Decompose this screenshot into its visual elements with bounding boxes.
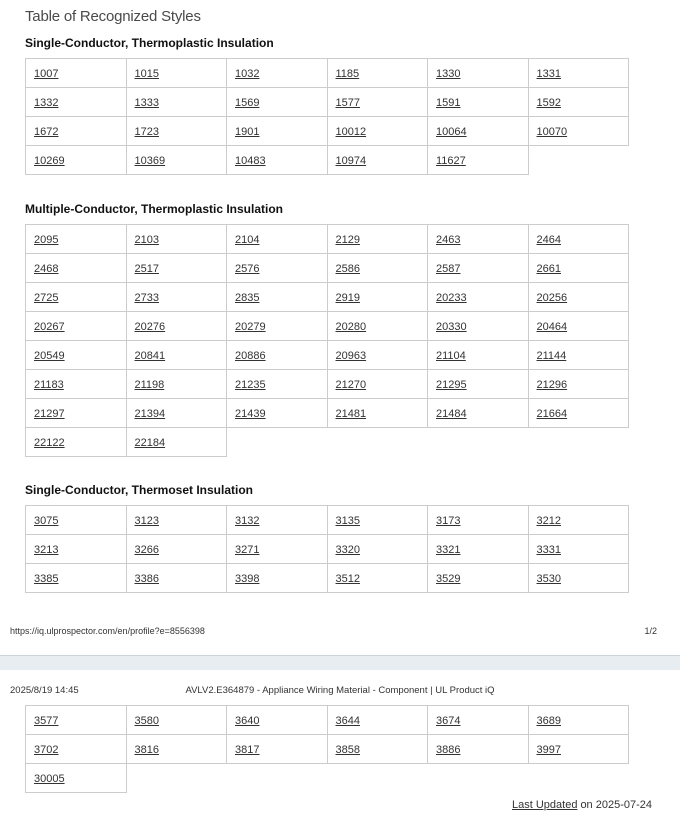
style-link-3674[interactable]: 3674 <box>436 715 461 727</box>
style-link-10269[interactable]: 10269 <box>34 155 65 167</box>
style-link-3320[interactable]: 3320 <box>335 544 360 556</box>
style-link-1569[interactable]: 1569 <box>235 97 260 109</box>
style-link-1591[interactable]: 1591 <box>436 97 461 109</box>
style-cell <box>227 225 328 254</box>
footer-url: https://iq.ulprospector.com/en/profile?e=8556398 <box>10 626 205 636</box>
section-heading-multiple-conductor-thermoplastic: Multiple-Conductor, Thermoplastic Insulation <box>25 202 284 216</box>
style-cell <box>428 564 529 593</box>
style-link-21270[interactable]: 21270 <box>335 379 367 391</box>
style-row <box>26 225 629 254</box>
style-link-2919[interactable]: 2919 <box>335 292 360 304</box>
style-cell <box>227 312 328 341</box>
style-cell <box>126 341 227 370</box>
style-cell <box>327 117 428 146</box>
style-cell <box>327 283 428 312</box>
style-cell <box>26 283 127 312</box>
style-link-2464[interactable]: 2464 <box>536 234 561 246</box>
style-link-20886[interactable]: 20886 <box>235 350 266 362</box>
style-link-1330[interactable]: 1330 <box>436 68 461 80</box>
style-link-2587[interactable]: 2587 <box>436 263 461 275</box>
style-cell <box>26 535 127 564</box>
style-link-1015[interactable]: 1015 <box>134 68 159 80</box>
style-cell <box>327 312 428 341</box>
style-link-1007[interactable]: 1007 <box>34 68 59 80</box>
style-cell <box>528 399 629 428</box>
style-row <box>26 146 629 175</box>
style-cell <box>428 341 529 370</box>
style-cell <box>428 506 529 535</box>
style-link-2103[interactable]: 2103 <box>134 234 159 246</box>
style-row <box>26 117 629 146</box>
style-link-21439[interactable]: 21439 <box>235 408 266 420</box>
style-cell <box>528 706 629 735</box>
style-link-1723[interactable]: 1723 <box>134 126 159 138</box>
style-cell <box>428 254 529 283</box>
style-cell <box>26 428 127 457</box>
style-cell <box>528 225 629 254</box>
styles-table-thermoset-continued <box>25 705 629 793</box>
styles-table-single-conductor-thermoset <box>25 505 629 593</box>
style-cell <box>428 146 529 175</box>
style-link-1901[interactable]: 1901 <box>235 126 260 138</box>
style-cell <box>428 706 529 735</box>
last-updated-date: on 2025-07-24 <box>580 799 652 811</box>
style-cell <box>26 399 127 428</box>
style-link-3640[interactable]: 3640 <box>235 715 260 727</box>
style-row <box>26 88 629 117</box>
style-link-2517[interactable]: 2517 <box>134 263 159 275</box>
style-cell <box>528 312 629 341</box>
style-link-10012[interactable]: 10012 <box>335 126 367 138</box>
style-cell <box>428 399 529 428</box>
style-link-3173[interactable]: 3173 <box>436 515 461 527</box>
style-cell <box>428 312 529 341</box>
style-link-10974[interactable]: 10974 <box>335 155 367 167</box>
style-link-21394[interactable]: 21394 <box>134 408 166 420</box>
style-link-3398[interactable]: 3398 <box>235 573 260 585</box>
style-link-2104[interactable]: 2104 <box>235 234 260 246</box>
style-link-20256[interactable]: 20256 <box>536 292 568 304</box>
style-link-2733[interactable]: 2733 <box>134 292 159 304</box>
style-link-2586[interactable]: 2586 <box>335 263 360 275</box>
style-link-10483[interactable]: 10483 <box>235 155 266 167</box>
style-link-20841[interactable]: 20841 <box>134 350 166 362</box>
style-cell <box>26 370 127 399</box>
style-link-21183[interactable]: 21183 <box>34 379 64 391</box>
style-cell <box>26 59 127 88</box>
style-cell <box>26 564 127 593</box>
style-link-3271[interactable]: 3271 <box>235 544 260 556</box>
style-link-20330[interactable]: 20330 <box>436 321 467 333</box>
style-cell <box>227 283 328 312</box>
style-cell <box>126 535 227 564</box>
style-row <box>26 370 629 399</box>
style-cell <box>126 225 227 254</box>
style-link-3135[interactable]: 3135 <box>335 515 360 527</box>
page-title: Table of Recognized Styles <box>25 8 201 25</box>
style-link-3123[interactable]: 3123 <box>134 515 159 527</box>
style-link-3321[interactable]: 3321 <box>436 544 461 556</box>
style-link-2661[interactable]: 2661 <box>536 263 561 275</box>
style-cell <box>26 88 127 117</box>
style-link-3858[interactable]: 3858 <box>335 744 360 756</box>
document-title: AVLV2.E364879 - Appliance Wiring Material - Component | UL Product iQ <box>185 685 495 696</box>
style-cell <box>26 506 127 535</box>
style-link-1577[interactable]: 1577 <box>335 97 360 109</box>
style-link-1333[interactable]: 1333 <box>134 97 159 109</box>
style-cell <box>428 370 529 399</box>
style-cell <box>126 370 227 399</box>
style-cell <box>126 506 227 535</box>
style-cell <box>327 706 428 735</box>
style-cell <box>327 59 428 88</box>
style-link-22122[interactable]: 22122 <box>34 437 65 449</box>
style-link-21481[interactable]: 21481 <box>335 408 367 420</box>
style-cell <box>528 341 629 370</box>
style-cell <box>227 535 328 564</box>
style-link-2835[interactable]: 2835 <box>235 292 260 304</box>
style-link-3816[interactable]: 3816 <box>134 744 159 756</box>
style-row <box>26 254 629 283</box>
style-link-10064[interactable]: 10064 <box>436 126 467 138</box>
style-cell <box>327 225 428 254</box>
style-cell <box>528 254 629 283</box>
style-cell <box>428 59 529 88</box>
style-cell <box>126 283 227 312</box>
style-cell <box>528 506 629 535</box>
style-row <box>26 564 629 593</box>
style-cell <box>327 341 428 370</box>
style-cell <box>327 254 428 283</box>
page1-print-footer <box>0 625 680 637</box>
style-cell <box>528 370 629 399</box>
style-row <box>26 506 629 535</box>
style-cell <box>428 283 529 312</box>
style-link-3689[interactable]: 3689 <box>536 715 561 727</box>
style-link-21144[interactable]: 21144 <box>536 350 567 362</box>
style-link-20280[interactable]: 20280 <box>335 321 367 333</box>
style-link-3512[interactable]: 3512 <box>335 573 360 585</box>
style-link-3331[interactable]: 3331 <box>536 544 561 556</box>
style-row <box>26 428 629 457</box>
style-cell <box>227 564 328 593</box>
style-cell <box>327 506 428 535</box>
styles-table-single-conductor-thermoplastic <box>25 58 629 175</box>
style-link-3530[interactable]: 3530 <box>536 573 561 585</box>
style-link-20267[interactable]: 20267 <box>34 321 65 333</box>
style-link-10369[interactable]: 10369 <box>134 155 166 167</box>
style-cell <box>227 506 328 535</box>
style-link-30005[interactable]: 30005 <box>34 773 65 785</box>
style-link-3266[interactable]: 3266 <box>134 544 159 556</box>
style-link-3213[interactable]: 3213 <box>34 544 59 556</box>
style-row <box>26 764 629 793</box>
style-link-1185[interactable]: 1185 <box>335 68 360 80</box>
style-link-21297[interactable]: 21297 <box>34 408 65 420</box>
style-cell <box>528 735 629 764</box>
style-link-2468[interactable]: 2468 <box>34 263 59 275</box>
style-cell <box>26 254 127 283</box>
style-row <box>26 341 629 370</box>
style-cell <box>26 312 127 341</box>
style-cell <box>227 370 328 399</box>
style-link-1331[interactable]: 1331 <box>536 68 561 80</box>
style-cell <box>26 735 127 764</box>
style-cell <box>26 117 127 146</box>
style-link-3132[interactable]: 3132 <box>235 515 260 527</box>
style-link-20464[interactable]: 20464 <box>536 321 568 333</box>
style-cell <box>528 59 629 88</box>
style-cell <box>26 146 127 175</box>
style-link-20963[interactable]: 20963 <box>335 350 367 362</box>
styles-table-multiple-conductor-thermoplastic <box>25 224 629 457</box>
style-link-20279[interactable]: 20279 <box>235 321 266 333</box>
style-cell <box>327 535 428 564</box>
style-link-3997[interactable]: 3997 <box>536 744 561 756</box>
style-row <box>26 735 629 764</box>
style-cell <box>227 146 328 175</box>
style-link-21198[interactable]: 21198 <box>134 379 165 391</box>
section-heading-single-conductor-thermoset: Single-Conductor, Thermoset Insulation <box>25 483 254 497</box>
style-link-3075[interactable]: 3075 <box>34 515 59 527</box>
style-link-3385[interactable]: 3385 <box>34 573 59 585</box>
style-cell <box>227 254 328 283</box>
style-cell <box>126 312 227 341</box>
style-cell <box>126 59 227 88</box>
style-cell <box>227 117 328 146</box>
style-cell <box>126 399 227 428</box>
style-cell <box>428 735 529 764</box>
style-cell <box>428 535 529 564</box>
style-cell <box>227 735 328 764</box>
style-link-11627[interactable]: 11627 <box>436 155 466 167</box>
style-row <box>26 706 629 735</box>
style-link-3702[interactable]: 3702 <box>34 744 59 756</box>
style-cell <box>126 428 227 457</box>
style-cell <box>126 254 227 283</box>
style-link-1592[interactable]: 1592 <box>536 97 561 109</box>
style-link-21295[interactable]: 21295 <box>436 379 467 391</box>
style-link-22184[interactable]: 22184 <box>134 437 166 449</box>
style-link-2576[interactable]: 2576 <box>235 263 260 275</box>
print-timestamp: 2025/8/19 14:45 <box>10 685 79 696</box>
style-cell <box>26 764 127 793</box>
style-link-21235[interactable]: 21235 <box>235 379 266 391</box>
style-cell <box>227 706 328 735</box>
section-heading-single-conductor-thermoplastic: Single-Conductor, Thermoplastic Insulation <box>25 36 274 50</box>
style-link-1332[interactable]: 1332 <box>34 97 59 109</box>
style-cell <box>428 225 529 254</box>
style-link-3886[interactable]: 3886 <box>436 744 461 756</box>
style-row <box>26 59 629 88</box>
page2-print-header <box>0 684 680 697</box>
style-row <box>26 312 629 341</box>
style-cell <box>126 88 227 117</box>
style-link-20549[interactable]: 20549 <box>34 350 65 362</box>
style-link-1032[interactable]: 1032 <box>235 68 260 80</box>
style-link-1672[interactable]: 1672 <box>34 126 59 138</box>
style-link-2725[interactable]: 2725 <box>34 292 59 304</box>
style-cell <box>126 564 227 593</box>
style-link-21664[interactable]: 21664 <box>536 408 568 420</box>
style-link-3386[interactable]: 3386 <box>134 573 159 585</box>
style-link-3580[interactable]: 3580 <box>134 715 159 727</box>
style-cell <box>126 706 227 735</box>
style-cell <box>26 225 127 254</box>
style-cell <box>327 88 428 117</box>
style-cell <box>528 283 629 312</box>
style-cell <box>227 399 328 428</box>
style-cell <box>227 341 328 370</box>
style-row <box>26 283 629 312</box>
style-link-3212[interactable]: 3212 <box>536 515 561 527</box>
style-link-21296[interactable]: 21296 <box>536 379 568 391</box>
style-cell <box>327 146 428 175</box>
style-link-21104[interactable]: 21104 <box>436 350 466 362</box>
style-row <box>26 535 629 564</box>
style-link-3529[interactable]: 3529 <box>436 573 461 585</box>
style-cell <box>26 341 127 370</box>
style-row <box>26 399 629 428</box>
style-cell <box>528 88 629 117</box>
page-break-divider <box>0 655 680 670</box>
style-link-3644[interactable]: 3644 <box>335 715 360 727</box>
style-link-10070[interactable]: 10070 <box>536 126 568 138</box>
style-cell <box>327 370 428 399</box>
page-indicator: 1/2 <box>644 626 657 636</box>
style-cell <box>126 146 227 175</box>
style-cell <box>327 735 428 764</box>
style-link-3577[interactable]: 3577 <box>34 715 59 727</box>
style-cell <box>227 59 328 88</box>
last-updated-link[interactable]: Last Updated <box>512 799 578 811</box>
style-cell <box>528 535 629 564</box>
style-link-20276[interactable]: 20276 <box>134 321 166 333</box>
style-cell <box>528 117 629 146</box>
style-link-21484[interactable]: 21484 <box>436 408 467 420</box>
style-link-2095[interactable]: 2095 <box>34 234 59 246</box>
style-cell <box>428 88 529 117</box>
style-cell <box>428 117 529 146</box>
style-link-20233[interactable]: 20233 <box>436 292 467 304</box>
style-cell <box>227 88 328 117</box>
style-link-3817[interactable]: 3817 <box>235 744 260 756</box>
style-cell <box>528 564 629 593</box>
style-link-2463[interactable]: 2463 <box>436 234 461 246</box>
style-cell <box>26 706 127 735</box>
style-cell <box>327 399 428 428</box>
last-updated-line <box>0 799 680 812</box>
style-link-2129[interactable]: 2129 <box>335 234 360 246</box>
style-cell <box>126 735 227 764</box>
style-cell <box>126 117 227 146</box>
style-cell <box>327 564 428 593</box>
